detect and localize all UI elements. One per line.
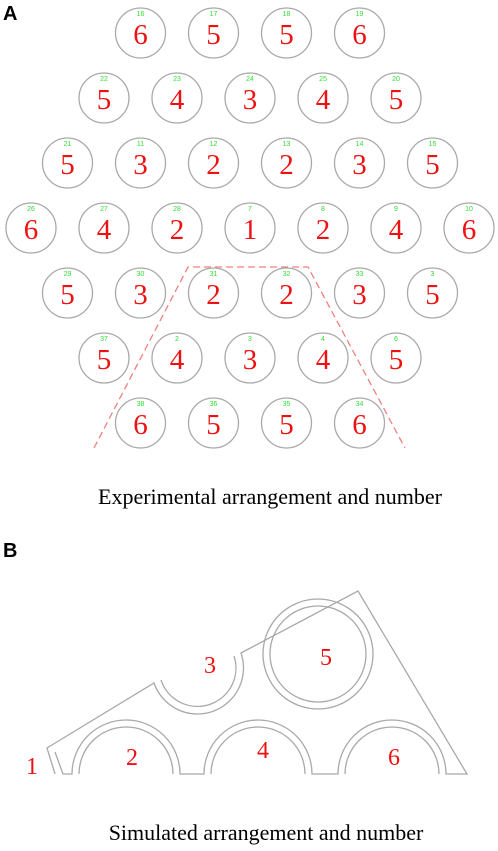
rod-group-label: 5	[60, 279, 75, 311]
rod-group-label: 5	[206, 409, 221, 441]
rod-number: 27	[100, 206, 108, 213]
rod-group-label: 6	[133, 409, 148, 441]
rod	[189, 8, 239, 58]
rod	[189, 268, 239, 318]
rod-group-label: 6	[133, 19, 148, 51]
rod-number: 26	[27, 206, 35, 213]
rod	[298, 203, 348, 253]
rod-bundle	[6, 8, 494, 448]
subchannel-label-4: 4	[257, 738, 269, 764]
rod	[225, 73, 275, 123]
rod-number: 18	[282, 11, 291, 18]
rod	[225, 333, 275, 383]
rod-number: 6	[394, 336, 398, 343]
rod-number: 25	[319, 76, 327, 83]
subchannel-label-2: 2	[126, 745, 138, 771]
rod-group-label: 3	[352, 279, 367, 311]
rod-group-label: 3	[352, 149, 367, 181]
rod-group-label: 2	[279, 279, 294, 311]
rod	[79, 203, 129, 253]
rod-number: 19	[355, 11, 364, 18]
rod-group-label: 2	[315, 214, 331, 246]
rod-1-wall-inner	[55, 752, 63, 774]
rod	[262, 268, 312, 318]
rod-number: 9	[394, 206, 398, 213]
rod-number: 3	[430, 271, 435, 278]
rod	[335, 398, 385, 448]
rod-group-label: 5	[60, 149, 75, 181]
rod	[225, 203, 275, 253]
rod-3-cladding-inner	[161, 656, 236, 706]
rod	[43, 138, 93, 188]
rod	[371, 73, 421, 123]
rod	[335, 8, 385, 58]
subchannel-label-1: 1	[26, 754, 38, 780]
rod-number: 4	[321, 336, 325, 343]
rod-group-label: 4	[169, 344, 185, 376]
rod	[189, 398, 239, 448]
rod-group-label: 1	[242, 214, 258, 246]
rod	[371, 333, 421, 383]
rod	[189, 138, 239, 188]
rod-number: 21	[63, 141, 72, 148]
rod	[43, 268, 93, 318]
rod-group-label: 4	[169, 84, 185, 116]
rod	[408, 268, 458, 318]
rod-group-label: 4	[315, 344, 331, 376]
rod-number: 38	[136, 401, 145, 408]
rod-number: 36	[209, 401, 218, 408]
rod-group-label: 5	[425, 279, 440, 311]
rod	[262, 8, 312, 58]
rod-group-label: 3	[133, 149, 148, 181]
rod-number: 10	[465, 206, 473, 213]
rod	[116, 268, 166, 318]
rod-number: 17	[209, 11, 218, 18]
rod	[262, 398, 312, 448]
rod-number: 33	[355, 271, 364, 278]
rod-number: 15	[428, 141, 437, 148]
rod-group-label: 5	[96, 84, 112, 116]
rod	[262, 138, 312, 188]
panel-a-caption: Experimental arrangement and number	[98, 484, 442, 509]
rod-group-label: 6	[352, 409, 367, 441]
rod-number: 7	[248, 206, 252, 213]
rod	[116, 398, 166, 448]
rod-group-label: 2	[206, 149, 221, 181]
rod-number: 32	[282, 271, 291, 278]
rod-number: 8	[321, 206, 325, 213]
rod-group-label: 6	[23, 214, 39, 246]
rod-number: 24	[246, 76, 254, 83]
rod-group-label: 6	[461, 214, 477, 246]
rod-5-outer	[263, 599, 373, 709]
rod-group-label: 2	[169, 214, 185, 246]
rod-number: 12	[209, 141, 218, 148]
panel-a-label: A	[3, 3, 18, 25]
panel-b-label: B	[3, 540, 18, 562]
rod-number: 30	[136, 271, 145, 278]
rod	[79, 73, 129, 123]
subchannel-label-5: 5	[320, 645, 332, 671]
rod	[152, 73, 202, 123]
rod-group-label: 2	[206, 279, 221, 311]
rod-number: 31	[209, 271, 218, 278]
subchannel-label-6: 6	[388, 745, 400, 771]
rod-group-label: 5	[425, 149, 440, 181]
rod-group-label: 5	[206, 19, 221, 51]
rod	[116, 8, 166, 58]
panel-b-caption: Simulated arrangement and number	[108, 820, 424, 845]
rod-group-label: 5	[388, 344, 404, 376]
subchannel-label-3: 3	[204, 653, 216, 679]
rod	[152, 203, 202, 253]
rod-group-label: 5	[96, 344, 112, 376]
rod-number: 16	[136, 11, 145, 18]
rod	[298, 333, 348, 383]
rod	[298, 73, 348, 123]
rod-5-inner	[270, 606, 366, 702]
rod-number: 2	[175, 336, 179, 343]
rod-number: 14	[355, 141, 364, 148]
rod-group-label: 5	[388, 84, 404, 116]
rod-group-label: 4	[96, 214, 112, 246]
rod-number: 35	[282, 401, 291, 408]
rod-number: 23	[173, 76, 181, 83]
rod-number: 34	[355, 401, 364, 408]
rod-group-label: 3	[242, 344, 258, 376]
rod	[116, 138, 166, 188]
rod	[6, 203, 56, 253]
rod-number: 28	[173, 206, 181, 213]
rod-group-label: 6	[352, 19, 367, 51]
rod-group-label: 2	[279, 149, 294, 181]
rod-number: 22	[100, 76, 108, 83]
rod-number: 37	[100, 336, 108, 343]
rod-number: 3	[248, 336, 252, 343]
rod	[408, 138, 458, 188]
rod-number: 13	[282, 141, 291, 148]
rod-group-label: 3	[242, 84, 258, 116]
rod-group-label: 4	[388, 214, 404, 246]
rod	[335, 138, 385, 188]
rod-group-label: 5	[279, 409, 294, 441]
rod-group-label: 4	[315, 84, 331, 116]
rod-number: 20	[392, 76, 400, 83]
rod	[79, 333, 129, 383]
rod	[371, 203, 421, 253]
rod-number: 29	[63, 271, 72, 278]
rod	[335, 268, 385, 318]
rod	[444, 203, 494, 253]
rod-number: 11	[136, 141, 145, 148]
rod-group-label: 3	[133, 279, 148, 311]
rod	[152, 333, 202, 383]
rod-group-label: 5	[279, 19, 294, 51]
